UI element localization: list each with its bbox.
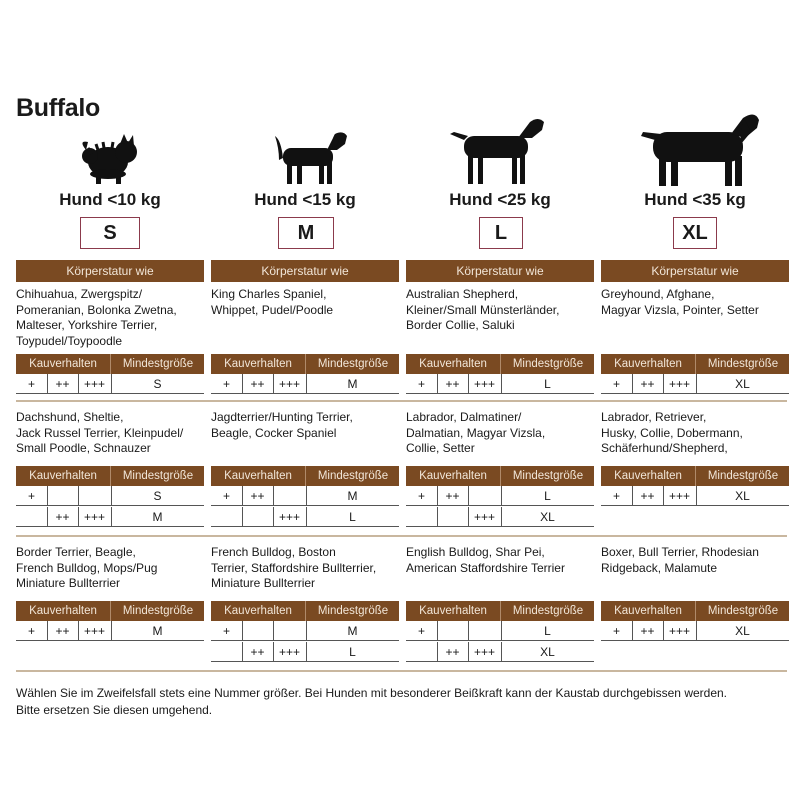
chew-behavior-header: Kauverhalten — [211, 601, 306, 621]
cell-separator — [663, 374, 664, 394]
chew-table-header — [601, 601, 789, 621]
chew-level-cell: +++ — [83, 377, 106, 391]
column-header-s — [16, 110, 204, 250]
min-size-cell: XL — [735, 489, 750, 503]
extra-large-dog-icon — [601, 110, 789, 190]
chew-level-cell: +++ — [278, 645, 301, 659]
chew-level-cell: +++ — [473, 510, 496, 524]
min-size-cell: S — [153, 377, 162, 391]
cell-separator — [111, 621, 112, 641]
table-row — [211, 642, 399, 662]
chew-level-cell: + — [27, 489, 35, 503]
breed-list: Australian Shepherd, Kleiner/Small Münsterländer, Border Collie, Saluki — [406, 287, 560, 332]
cell-separator — [663, 486, 664, 506]
cell-separator — [437, 486, 438, 506]
cell-separator — [273, 486, 274, 506]
table-row — [601, 621, 789, 641]
chew-level-cell: +++ — [83, 624, 106, 638]
chew-level-cell — [211, 642, 242, 662]
chew-table-header — [211, 354, 399, 374]
table-row — [406, 486, 594, 506]
cell-separator — [78, 374, 79, 394]
chew-table-header — [406, 354, 594, 374]
cell-separator — [242, 507, 243, 527]
chew-level-cell — [273, 486, 306, 506]
footnote: Wählen Sie im Zweifelsfall stets eine Nummer größer. Bei Hunden mit besonderer Beißkraft kann der Kaustab durchgebissen werden. Bitte ersetzen Sie diesen umgehend. — [16, 686, 728, 717]
table-row — [406, 507, 594, 527]
cell-separator — [242, 486, 243, 506]
cell-separator — [306, 621, 307, 641]
chew-level-cell: ++ — [250, 645, 265, 659]
table-row — [211, 507, 399, 527]
cell-separator — [501, 642, 502, 662]
cell-separator — [696, 486, 697, 506]
cell-separator — [468, 621, 469, 641]
table-row — [211, 621, 399, 641]
chew-level-cell — [47, 486, 78, 506]
chew-table-header — [16, 354, 204, 374]
cell-separator — [437, 621, 438, 641]
body-type-header: Körperstatur wie — [16, 260, 204, 282]
chew-level-cell — [468, 486, 501, 506]
breed-list: King Charles Spaniel, Whippet, Pudel/Poodle — [211, 287, 334, 317]
chew-level-cell — [437, 621, 468, 641]
group-divider — [16, 535, 787, 537]
min-size-cell: XL — [540, 510, 555, 524]
min-size-cell: XL — [735, 377, 750, 391]
chew-level-cell: +++ — [278, 377, 301, 391]
chew-level-cell: ++ — [250, 377, 265, 391]
table-row — [16, 374, 204, 394]
min-size-cell: XL — [735, 624, 750, 638]
chew-behavior-header: Kauverhalten — [601, 466, 696, 486]
body-type-header: Körperstatur wie — [211, 260, 399, 282]
chew-behavior-header: Kauverhalten — [211, 466, 306, 486]
min-size-header: Mindestgröße — [707, 470, 779, 482]
chew-level-cell: +++ — [668, 377, 691, 391]
cell-separator — [306, 486, 307, 506]
chew-level-cell: +++ — [473, 645, 496, 659]
min-size-cell: L — [544, 624, 551, 638]
chew-level-cell: ++ — [445, 489, 460, 503]
cell-separator — [78, 507, 79, 527]
table-row — [406, 374, 594, 394]
size-badge-xl: XL — [673, 217, 717, 249]
min-size-header: Mindestgröße — [122, 470, 194, 482]
chew-level-cell: ++ — [640, 624, 655, 638]
chew-level-cell: ++ — [640, 377, 655, 391]
min-size-header: Mindestgröße — [512, 470, 584, 482]
cell-separator — [47, 486, 48, 506]
chew-level-cell — [78, 486, 111, 506]
body-type-header: Körperstatur wie — [601, 260, 789, 282]
chew-level-cell: ++ — [55, 377, 70, 391]
small-fluffy-dog-icon — [16, 110, 204, 190]
min-size-cell: M — [347, 377, 358, 391]
chew-level-cell: +++ — [278, 510, 301, 524]
chew-level-cell — [211, 507, 242, 527]
chew-level-cell: + — [222, 489, 230, 503]
cell-separator — [696, 374, 697, 394]
min-size-cell: L — [349, 645, 356, 659]
chew-level-cell: + — [222, 624, 230, 638]
table-row — [601, 486, 789, 506]
cell-separator — [78, 486, 79, 506]
medium-dog-icon — [211, 110, 399, 190]
chew-level-cell: ++ — [640, 489, 655, 503]
min-size-cell: M — [152, 510, 163, 524]
chew-level-cell: + — [612, 377, 620, 391]
chew-behavior-header: Kauverhalten — [406, 354, 501, 374]
chew-level-cell: ++ — [55, 510, 70, 524]
cell-separator — [696, 621, 697, 641]
weight-label: Hund <25 kg — [449, 190, 551, 209]
cell-separator — [111, 486, 112, 506]
chew-level-cell — [273, 621, 306, 641]
min-size-header: Mindestgröße — [317, 470, 389, 482]
weight-label: Hund <35 kg — [644, 190, 746, 209]
large-dog-icon — [406, 110, 594, 190]
min-size-header: Mindestgröße — [122, 358, 194, 370]
cell-separator — [501, 486, 502, 506]
breed-list: Labrador, Retriever, Husky, Collie, Dobermann, Schäferhund/Shepherd, — [601, 410, 743, 455]
table-row — [211, 486, 399, 506]
breed-list: French Bulldog, Boston Terrier, Staffordshire Bullterrier, Miniature Bullterrier — [211, 545, 377, 590]
chew-table-header — [601, 466, 789, 486]
chew-table-header — [601, 354, 789, 374]
chew-table-header — [406, 466, 594, 486]
chew-table-header — [16, 601, 204, 621]
weight-label: Hund <15 kg — [254, 190, 356, 209]
chew-level-cell — [406, 507, 437, 527]
table-row — [406, 621, 594, 641]
chew-level-cell: + — [612, 624, 620, 638]
chew-behavior-header: Kauverhalten — [211, 354, 306, 374]
cell-separator — [468, 507, 469, 527]
breed-list: Greyhound, Afghane, Magyar Vizsla, Pointer, Setter — [601, 287, 759, 317]
min-size-cell: L — [544, 489, 551, 503]
breed-list: Boxer, Bull Terrier, Rhodesian Ridgeback, Malamute — [601, 545, 759, 575]
chew-behavior-header: Kauverhalten — [16, 601, 111, 621]
cell-separator — [632, 486, 633, 506]
chew-level-cell: ++ — [445, 645, 460, 659]
min-size-header: Mindestgröße — [512, 605, 584, 617]
min-size-cell: S — [153, 489, 162, 503]
chew-behavior-header: Kauverhalten — [16, 354, 111, 374]
weight-label: Hund <10 kg — [59, 190, 161, 209]
chew-level-cell: + — [417, 377, 425, 391]
cell-separator — [501, 621, 502, 641]
cell-separator — [111, 374, 112, 394]
min-size-cell: XL — [540, 645, 555, 659]
cell-separator — [306, 374, 307, 394]
min-size-header: Mindestgröße — [707, 605, 779, 617]
size-badge-s: S — [80, 217, 140, 249]
chew-behavior-header: Kauverhalten — [601, 354, 696, 374]
chew-level-cell: + — [27, 624, 35, 638]
min-size-cell: M — [152, 624, 163, 638]
chew-level-cell — [468, 621, 501, 641]
cell-separator — [47, 621, 48, 641]
group-divider — [16, 400, 787, 402]
chew-level-cell — [437, 507, 468, 527]
breed-list: Border Terrier, Beagle, French Bulldog, Mops/Pug Miniature Bullterrier — [16, 545, 158, 590]
chew-behavior-header: Kauverhalten — [16, 466, 111, 486]
cell-separator — [437, 374, 438, 394]
cell-separator — [242, 374, 243, 394]
chew-level-cell: + — [417, 624, 425, 638]
min-size-cell: L — [544, 377, 551, 391]
cell-separator — [663, 621, 664, 641]
chew-level-cell — [242, 507, 273, 527]
chew-level-cell: + — [612, 489, 620, 503]
cell-separator — [632, 374, 633, 394]
chew-level-cell: ++ — [55, 624, 70, 638]
cell-separator — [468, 486, 469, 506]
column-header-xl — [601, 110, 789, 250]
min-size-header: Mindestgröße — [707, 358, 779, 370]
min-size-header: Mindestgröße — [317, 358, 389, 370]
table-row — [16, 621, 204, 641]
cell-separator — [468, 642, 469, 662]
min-size-cell: M — [347, 624, 358, 638]
chew-level-cell: ++ — [445, 377, 460, 391]
cell-separator — [273, 642, 274, 662]
chew-table-header — [211, 601, 399, 621]
group-divider — [16, 670, 787, 672]
cell-separator — [47, 374, 48, 394]
chew-level-cell — [406, 642, 437, 662]
chew-level-cell: +++ — [83, 510, 106, 524]
column-header-l — [406, 110, 594, 250]
min-size-header: Mindestgröße — [122, 605, 194, 617]
column-header-m — [211, 110, 399, 250]
chew-behavior-header: Kauverhalten — [406, 466, 501, 486]
cell-separator — [306, 507, 307, 527]
table-row — [211, 374, 399, 394]
cell-separator — [468, 374, 469, 394]
cell-separator — [437, 642, 438, 662]
breed-list: Labrador, Dalmatiner/ Dalmatian, Magyar Vizsla, Collie, Setter — [406, 410, 546, 455]
body-type-header: Körperstatur wie — [406, 260, 594, 282]
chew-table-header — [406, 601, 594, 621]
size-badge-m: M — [278, 217, 334, 249]
chew-level-cell: +++ — [668, 624, 691, 638]
table-row — [16, 507, 204, 527]
chew-behavior-header: Kauverhalten — [601, 601, 696, 621]
chew-table-header — [16, 466, 204, 486]
cell-separator — [273, 374, 274, 394]
cell-separator — [242, 621, 243, 641]
cell-separator — [632, 621, 633, 641]
cell-separator — [501, 374, 502, 394]
min-size-header: Mindestgröße — [512, 358, 584, 370]
page-title: Buffalo — [16, 94, 100, 122]
breed-list: Dachshund, Sheltie, Jack Russel Terrier, Kleinpudel/ Small Poodle, Schnauzer — [16, 410, 184, 455]
chew-table-header — [211, 466, 399, 486]
table-row — [406, 642, 594, 662]
min-size-cell: M — [347, 489, 358, 503]
chew-level-cell: + — [27, 377, 35, 391]
chew-level-cell: +++ — [668, 489, 691, 503]
breed-list: Chihuahua, Zwergspitz/ Pomeranian, Bolonka Zwetna, Malteser, Yorkshire Terrier, Toypudel/Toypoodle — [16, 287, 177, 348]
chew-level-cell — [16, 507, 47, 527]
chew-behavior-header: Kauverhalten — [406, 601, 501, 621]
size-badge-l: L — [479, 217, 523, 249]
cell-separator — [273, 621, 274, 641]
chew-level-cell: ++ — [250, 489, 265, 503]
cell-separator — [501, 507, 502, 527]
breed-list: Jagdterrier/Hunting Terrier, Beagle, Cocker Spaniel — [211, 410, 353, 440]
min-size-cell: L — [349, 510, 356, 524]
breed-list: English Bulldog, Shar Pei, American Staffordshire Terrier — [406, 545, 565, 575]
chew-level-cell: +++ — [473, 377, 496, 391]
chew-level-cell — [242, 621, 273, 641]
cell-separator — [242, 642, 243, 662]
cell-separator — [111, 507, 112, 527]
cell-separator — [273, 507, 274, 527]
cell-separator — [78, 621, 79, 641]
min-size-header: Mindestgröße — [317, 605, 389, 617]
chew-level-cell: + — [417, 489, 425, 503]
table-row — [601, 374, 789, 394]
table-row — [16, 486, 204, 506]
cell-separator — [306, 642, 307, 662]
chew-level-cell: + — [222, 377, 230, 391]
cell-separator — [437, 507, 438, 527]
cell-separator — [47, 507, 48, 527]
